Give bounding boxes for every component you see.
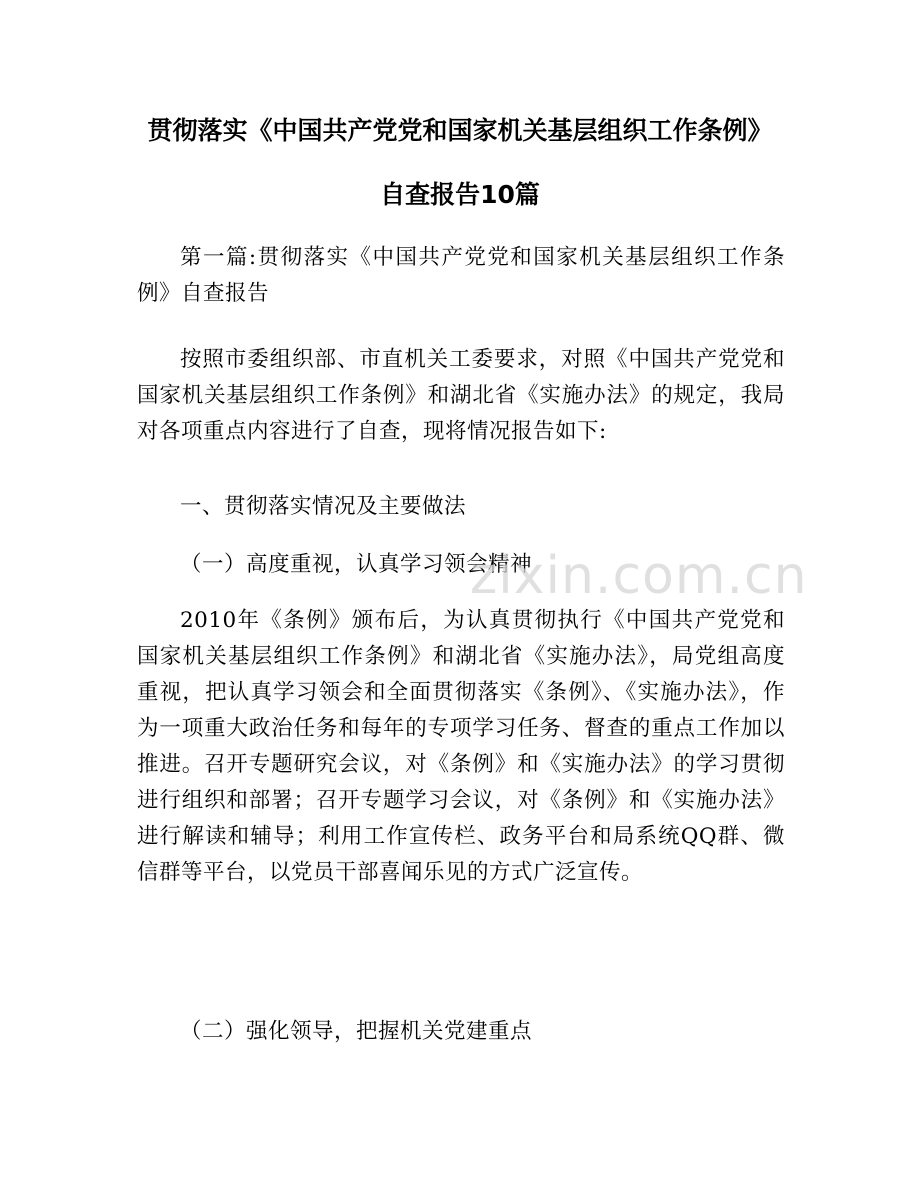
document-title-line-2: 自查报告10篇	[380, 180, 540, 209]
subsection-heading-2: （二）强化领导，把握机关党建重点	[180, 1019, 533, 1044]
watermark: zixin.com.cn	[470, 546, 808, 606]
intro-paragraph: 按照市委组织部、市直机关工委要求，对照《中国共产党党和国家机关基层组织工作条例》和湖北省《实施办法》的规定，我局对各项重点内容进行了自查，现将情况报告如下:	[137, 347, 785, 444]
article-subtitle: 第一篇:贯彻落实《中国共产党党和国家机关基层组织工作条例》自查报告	[137, 245, 785, 306]
subsection-body-1: 2010年《条例》颁布后，为认真贯彻执行《中国共产党党和国家机关基层组织工作条例》和湖北省《实施办法》，局党组高度重视，把认真学习领会和全面贯彻落实《条例》、《实施办法》，作为一项重大政治任务和每年的专项学习任务、督查的重点工作加以推进。召开专题研究会议，对《条例》和《实施办法》的学习贯彻进行组织和部署；召开专题学习会议，对《条例》和《实施办法》进行解读和辅导；利用工作宣传栏、政务平台和局系统QQ群、微信群等平台，以党员干部喜闻乐见的方式广泛宣传。	[137, 608, 785, 885]
subsection-heading-1: （一）高度重视，认真学习领会精神	[180, 552, 533, 577]
section-heading-1: 一、贯彻落实情况及主要做法	[180, 494, 467, 519]
document-title-line-1: 贯彻落实《中国共产党党和国家机关基层组织工作条例》	[147, 116, 773, 145]
